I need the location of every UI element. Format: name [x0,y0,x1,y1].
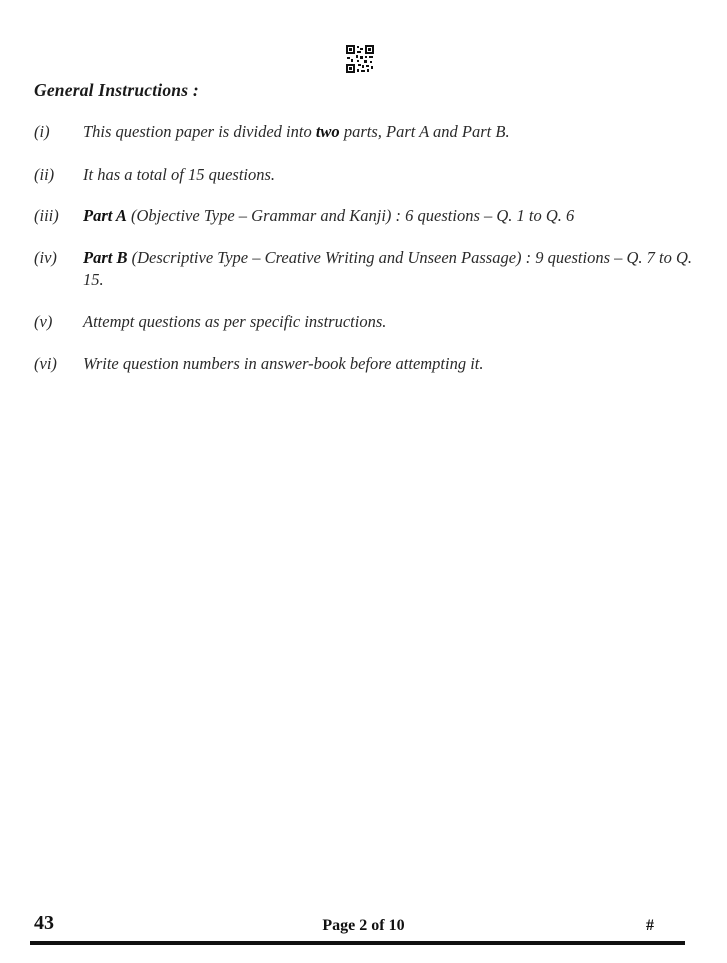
instruction-number: (vi) [34,354,57,373]
instruction-item [34,164,694,186]
instruction-number: (iii) [34,206,59,225]
instruction-item [34,311,694,333]
footer-mark: # [646,917,654,934]
general-instructions-heading: General Instructions : [34,80,199,100]
instruction-item [34,353,694,375]
instruction-text: This question paper is divided into two parts, Part A and Part B. [83,122,510,141]
paper-code: 43 [34,912,54,934]
instruction-item [34,247,694,291]
instruction-number: (ii) [34,165,55,184]
instruction-number: (v) [34,312,53,331]
instruction-item [34,121,694,143]
footer-divider [30,941,685,945]
instruction-number: (i) [34,122,50,141]
page-number: Page 2 of 10 [322,917,405,934]
qr-code-icon [346,45,374,73]
instruction-text: Write question numbers in answer-book before attempting it. [83,354,484,373]
instruction-text: Attempt questions as per specific instructions. [83,312,387,331]
instruction-text: It has a total of 15 questions. [83,165,276,184]
instruction-text: Part A (Objective Type – Grammar and Kanji) : 6 questions – Q. 1 to Q. 6 [83,206,575,225]
instruction-number: (iv) [34,248,57,267]
instruction-item [34,205,694,227]
instruction-text: Part B (Descriptive Type – Creative Writing and Unseen Passage) : 9 questions – Q. 7 to Q. 15. [83,248,693,289]
